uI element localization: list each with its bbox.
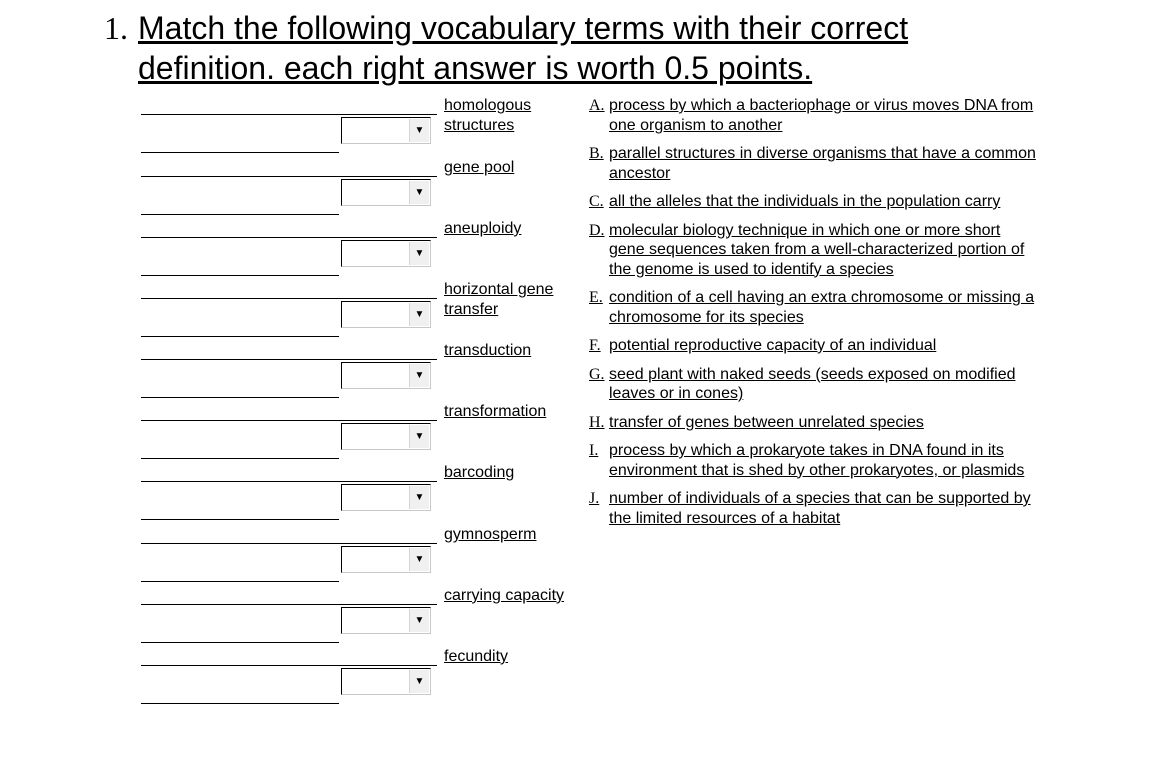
chevron-down-icon[interactable]: ▼ xyxy=(409,303,429,326)
answer-dropdown[interactable] xyxy=(341,179,431,206)
answer-line xyxy=(141,176,437,177)
term-row xyxy=(0,648,600,727)
definition-letter: J. xyxy=(589,490,600,507)
answer-line xyxy=(141,703,339,704)
term-label: transformation xyxy=(444,403,547,420)
answer-line xyxy=(141,519,339,520)
definition-letter: G. xyxy=(589,365,605,383)
definition-text: all the alleles that the individuals in the population carry xyxy=(609,193,1001,210)
answer-dropdown[interactable] xyxy=(341,362,431,389)
definition-text: parallel structures in diverse organisms that have a common ancestor xyxy=(609,145,1036,182)
definition-item xyxy=(589,441,1039,480)
definition-item xyxy=(589,192,1039,212)
answer-dropdown[interactable] xyxy=(341,607,431,634)
answer-line xyxy=(141,214,339,215)
definition-letter: D. xyxy=(589,221,605,239)
answer-line xyxy=(141,665,437,666)
chevron-down-icon[interactable]: ▼ xyxy=(409,548,429,571)
answer-dropdown[interactable] xyxy=(341,301,431,328)
answer-line xyxy=(141,481,437,482)
answer-dropdown[interactable] xyxy=(341,240,431,267)
answer-dropdown[interactable] xyxy=(341,484,431,511)
answer-dropdown[interactable] xyxy=(341,423,431,450)
definition-text: condition of a cell having an extra chromosome or missing a chromosome for its species xyxy=(609,289,1035,326)
definition-text: number of individuals of a species that can be supported by the limited resources of a habitat xyxy=(609,490,1031,527)
term-label: gymnosperm xyxy=(444,526,537,543)
term-label: horizontal gene transfer xyxy=(444,281,554,318)
chevron-down-icon[interactable]: ▼ xyxy=(409,181,429,204)
chevron-down-icon[interactable]: ▼ xyxy=(409,670,429,693)
definition-item xyxy=(589,489,1039,528)
answer-line xyxy=(141,152,339,153)
answer-line xyxy=(141,397,339,398)
definition-text: potential reproductive capacity of an individual xyxy=(609,337,937,354)
answer-line xyxy=(141,420,437,421)
term-label: transduction xyxy=(444,342,532,359)
question-number: 1. xyxy=(104,10,128,46)
chevron-down-icon[interactable]: ▼ xyxy=(409,425,429,448)
answer-line xyxy=(141,336,339,337)
definition-item xyxy=(589,144,1039,183)
chevron-down-icon[interactable]: ▼ xyxy=(409,119,429,142)
chevron-down-icon[interactable]: ▼ xyxy=(409,364,429,387)
answer-dropdown[interactable] xyxy=(341,117,431,144)
question-title xyxy=(138,8,1038,88)
definition-text: process by which a bacteriophage or virus moves DNA from one organism to another xyxy=(609,97,1034,134)
answer-line xyxy=(141,458,339,459)
definition-letter: A. xyxy=(589,97,605,114)
answer-line xyxy=(141,543,437,544)
answer-line xyxy=(141,114,437,115)
term-label: barcoding xyxy=(444,464,515,481)
definition-item xyxy=(589,221,1039,280)
term-label: carrying capacity xyxy=(444,587,565,604)
definition-item xyxy=(589,96,1039,135)
definition-letter: E. xyxy=(589,289,603,306)
definition-letter: H. xyxy=(589,413,605,431)
definition-letter: B. xyxy=(589,145,604,162)
answer-line xyxy=(141,581,339,582)
chevron-down-icon[interactable]: ▼ xyxy=(409,242,429,265)
definition-text: process by which a prokaryote takes in DNA found in its environment that is shed by other prokaryotes, or plasmids xyxy=(609,442,1025,479)
definition-item xyxy=(589,336,1039,356)
definition-text: transfer of genes between unrelated species xyxy=(609,413,924,431)
answer-line xyxy=(141,359,437,360)
term-label: gene pool xyxy=(444,159,515,176)
answer-line xyxy=(141,604,437,605)
answer-line xyxy=(141,642,339,643)
definition-letter: C. xyxy=(589,193,604,210)
term-label: aneuploidy xyxy=(444,220,522,237)
definition-text: molecular biology technique in which one or more short gene sequences taken from a well-characterized portion of the genome is used to identify a species xyxy=(609,221,1025,278)
definition-text: seed plant with naked seeds (seeds exposed on modified leaves or in cones) xyxy=(609,365,1016,402)
definition-letter: F. xyxy=(589,337,601,354)
term-label: fecundity xyxy=(444,648,509,665)
question-title-line-2: definition. each right answer is worth 0.5 points. xyxy=(138,50,813,86)
definition-item xyxy=(589,288,1039,327)
definition-letter: I. xyxy=(589,442,599,459)
answer-dropdown[interactable] xyxy=(341,668,431,695)
question-title-line-1: Match the following vocabulary terms with their correct xyxy=(138,10,909,46)
answer-line xyxy=(141,237,437,238)
definition-item xyxy=(589,413,1039,433)
definitions-list xyxy=(589,96,1039,537)
definition-item xyxy=(589,365,1039,404)
answer-dropdown[interactable] xyxy=(341,546,431,573)
chevron-down-icon[interactable]: ▼ xyxy=(409,486,429,509)
chevron-down-icon[interactable]: ▼ xyxy=(409,609,429,632)
answer-line xyxy=(141,298,437,299)
term-label: homologous structures xyxy=(444,97,532,134)
answer-line xyxy=(141,275,339,276)
